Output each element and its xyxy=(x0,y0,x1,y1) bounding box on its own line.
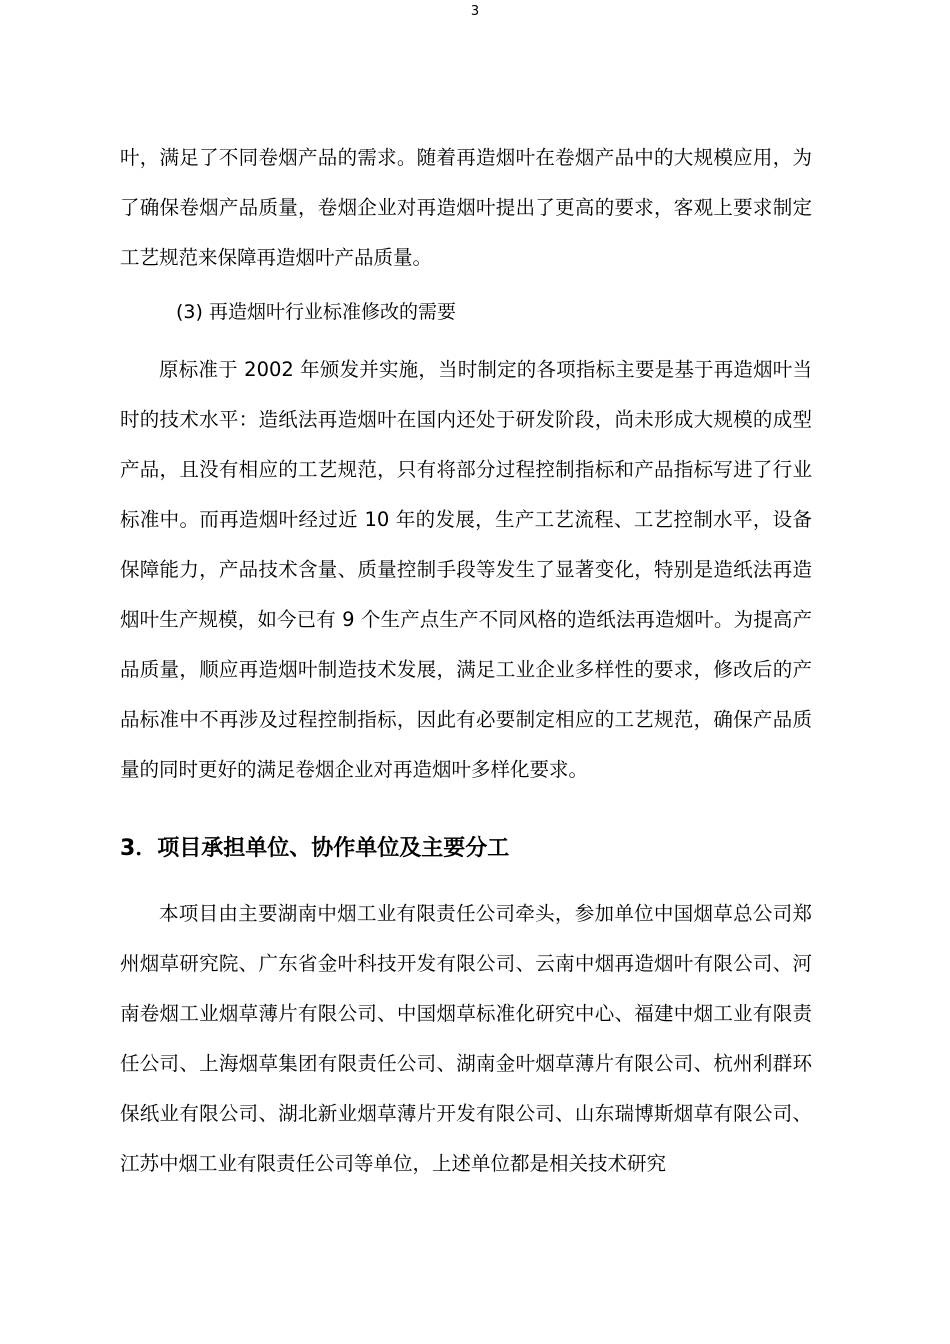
paragraph-project-units: 本项目由主要湖南中烟工业有限责任公司牵头，参加单位中国烟草总公司郑州烟草研究院、广东省金叶科技开发有限公司、云南中烟再造烟叶有限公司、河南卷烟工业烟草薄片有限公司、中国烟草标准化研究中心、福建中烟工业有限责任公司、上海烟草集团有限责任公司、湖南金叶烟草薄片有限公司、杭州利群环保纸业有限公司、湖北新业烟草薄片开发有限公司、山东瑞博斯烟草有限公司、江苏中烟工业有限责任公司等单位，上述单位都是相关技术研究 xyxy=(120,902,812,1175)
section-3-heading: 3．项目承担单位、协作单位及主要分工 xyxy=(120,836,510,861)
spacer xyxy=(120,877,812,889)
spacer xyxy=(120,337,812,345)
paragraph-original-standard: 原标准于 2002 年颁发并实施，当时制定的各项指标主要是基于再造烟叶当时的技术水平：造纸法再造烟叶在国内还处于研发阶段，尚未形成大规模的成型产品，且没有相应的工艺规范，只有将部分过程控制指标和产品指标写进了行业标准中。而再造烟叶经过近 10 年的发展，生产工艺流程、工艺控制水平，设备保障能力，产品技术含量、质量控制手段等发生了显著变化，特别是造纸法再造烟叶生产规模，如今已有 9 个生产点生产不同风格的造纸法再造烟叶。为提高产品质量，顺应再造烟叶制造技术发展，满足工业企业多样性的要求，修改后的产品标准中不再涉及过程控制指标，因此有必要制定相应的工艺规范，确保产品质量的同时更好的满足卷烟企业对再造烟叶多样化要求。 xyxy=(120,358,812,781)
item-3-label: (3) 再造烟叶行业标准修改的需要 xyxy=(176,301,456,323)
page-number: 3 xyxy=(470,4,480,19)
paragraph-continued: 叶，满足了不同卷烟产品的需求。随着再造烟叶在卷烟产品中的大规模应用，为了确保卷烟产品质量，卷烟企业对再造烟叶提出了更高的要求，客观上要求制定工艺规范来保障再造烟叶产品质量。 xyxy=(120,146,812,269)
document-body xyxy=(120,133,812,1189)
